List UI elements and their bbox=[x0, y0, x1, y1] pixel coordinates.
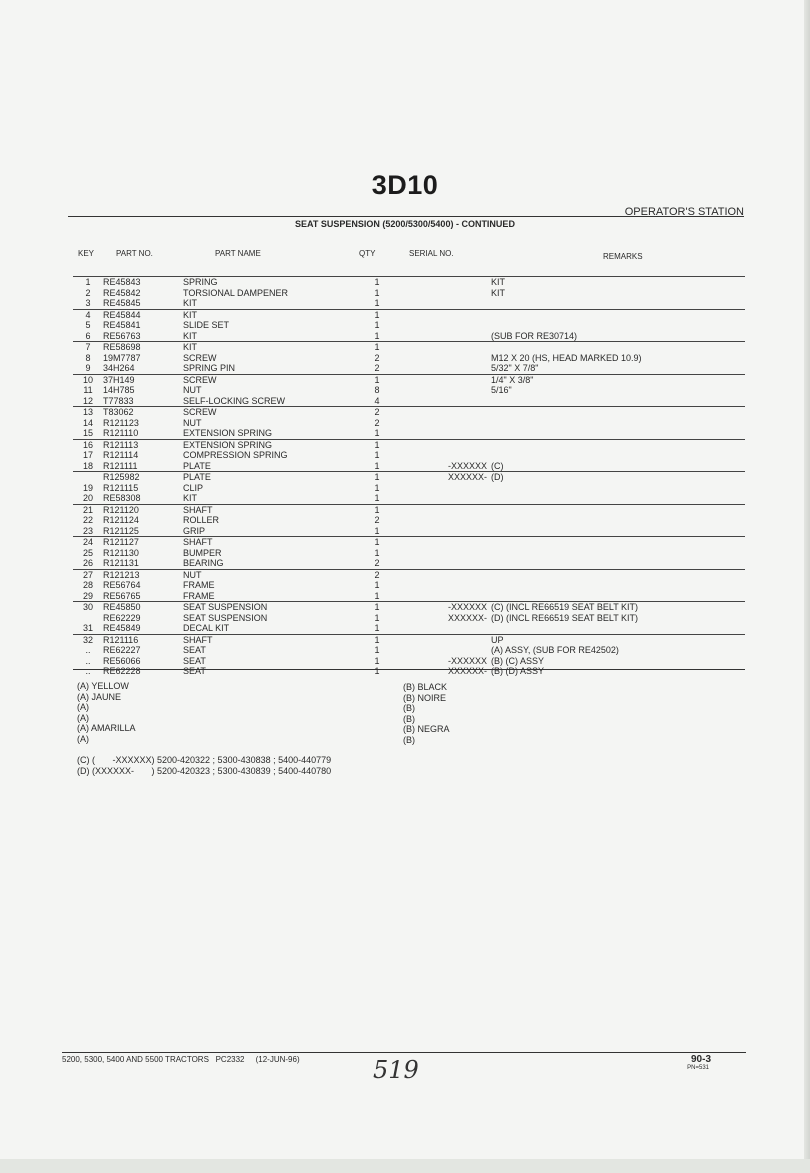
cell-remarks bbox=[491, 320, 745, 331]
cell-key: 18 bbox=[82, 460, 93, 471]
cell-key: 1 bbox=[73, 277, 103, 288]
cell-part-no: R121116 bbox=[103, 634, 183, 645]
color-note: (A) JAUNE bbox=[77, 691, 122, 702]
cell-remarks bbox=[491, 537, 745, 548]
cell-key: 11 bbox=[83, 385, 93, 395]
table-end-rule bbox=[73, 669, 745, 670]
cell-serial: XXXXXX- bbox=[447, 666, 487, 676]
table-row bbox=[73, 472, 745, 483]
cell-key: 21 bbox=[73, 504, 103, 515]
cell-remarks: UP bbox=[491, 634, 745, 645]
cell-serial bbox=[407, 353, 491, 364]
color-note: (B) bbox=[403, 713, 415, 724]
cell-name: DECAL KIT bbox=[183, 623, 230, 633]
cell-name: SEAT SUSPENSION bbox=[183, 602, 347, 613]
color-note: (A) bbox=[77, 733, 89, 744]
table-row bbox=[73, 515, 745, 526]
cell-qty: 2 bbox=[374, 363, 380, 373]
cell-key bbox=[73, 472, 103, 483]
cell-remarks: M12 X 20 (HS, HEAD MARKED 10.9) bbox=[491, 352, 642, 363]
cell-name: PLATE bbox=[183, 460, 211, 471]
table-row bbox=[73, 656, 745, 667]
cell-key: 15 bbox=[82, 428, 93, 438]
col-qty: QTY bbox=[359, 249, 376, 258]
scan-edge bbox=[804, 0, 810, 1173]
cell-serial bbox=[407, 331, 491, 342]
cell-part-no: R121127 bbox=[103, 537, 183, 548]
cell-name: SHAFT bbox=[183, 537, 347, 548]
cell-part-no: 37H149 bbox=[103, 374, 183, 385]
table-row bbox=[73, 602, 745, 613]
cell-key: 10 bbox=[73, 374, 103, 385]
cell-serial bbox=[407, 407, 491, 418]
table-row bbox=[73, 288, 745, 299]
cell-qty: 2 bbox=[374, 515, 380, 525]
section-name: OPERATOR'S STATION bbox=[624, 206, 744, 218]
cell-serial bbox=[407, 483, 491, 494]
col-part-name: PART NAME bbox=[215, 249, 261, 258]
cell-name: SEAT bbox=[183, 645, 206, 655]
cell-remarks: (B) (D) ASSY bbox=[491, 666, 545, 676]
cell-key bbox=[73, 613, 103, 624]
cell-part-no: R121130 bbox=[103, 547, 139, 558]
cell-serial bbox=[407, 428, 491, 439]
cell-key: 25 bbox=[82, 547, 93, 558]
cell-serial: XXXXXX- bbox=[407, 472, 491, 483]
cell-serial bbox=[407, 526, 491, 537]
cell-part-no: 19M7787 bbox=[103, 352, 141, 363]
cell-qty: 1 bbox=[374, 460, 380, 471]
cell-remarks bbox=[491, 548, 745, 559]
cell-remarks: (A) ASSY, (SUB FOR RE42502) bbox=[491, 645, 619, 655]
cell-key: .. bbox=[85, 666, 91, 676]
cell-remarks bbox=[491, 309, 745, 320]
cell-key: 23 bbox=[82, 525, 93, 536]
cell-qty: 1 bbox=[347, 277, 407, 288]
cell-qty: 1 bbox=[347, 342, 407, 353]
color-note: (A) bbox=[77, 712, 89, 723]
cell-key: 20 bbox=[82, 493, 93, 503]
cell-remarks bbox=[491, 526, 745, 537]
cell-part-no: RE58308 bbox=[103, 493, 141, 503]
cell-key: 28 bbox=[82, 580, 93, 590]
color-note: (B) BLACK bbox=[403, 682, 448, 692]
cell-qty: 1 bbox=[347, 439, 407, 450]
color-note: (B) NOIRE bbox=[403, 692, 447, 703]
cell-serial bbox=[407, 374, 491, 385]
cell-qty: 1 bbox=[347, 602, 407, 613]
cell-part-no: RE45845 bbox=[103, 298, 141, 308]
cell-remarks bbox=[491, 428, 745, 439]
cell-name: SELF-LOCKING SCREW bbox=[183, 395, 286, 406]
cell-name: COMPRESSION SPRING bbox=[183, 450, 288, 460]
table-row bbox=[73, 623, 745, 634]
cell-key: 17 bbox=[82, 450, 93, 460]
col-serial: SERIAL NO. bbox=[409, 249, 454, 258]
color-note: (B) bbox=[403, 703, 415, 714]
table-row bbox=[73, 342, 745, 353]
cell-name: ROLLER bbox=[183, 515, 220, 525]
color-note: (B) bbox=[403, 734, 415, 745]
cell-remarks bbox=[491, 580, 745, 591]
cell-remarks: 5/16" bbox=[491, 385, 512, 395]
table-row bbox=[73, 537, 745, 548]
header-rule bbox=[68, 216, 744, 217]
cell-qty: 2 bbox=[347, 407, 407, 418]
cell-remarks bbox=[491, 591, 745, 602]
table-row bbox=[73, 634, 745, 645]
cell-remarks: KIT bbox=[491, 277, 745, 288]
cell-name: BUMPER bbox=[183, 547, 222, 558]
cell-remarks bbox=[491, 558, 745, 569]
cell-serial bbox=[407, 288, 491, 299]
table-row bbox=[73, 418, 745, 429]
cell-qty: 1 bbox=[347, 374, 407, 385]
table-row bbox=[73, 483, 745, 494]
color-note: (A) AMARILLA bbox=[77, 723, 136, 734]
cell-remarks bbox=[491, 504, 745, 515]
cell-serial bbox=[407, 342, 491, 353]
color-note: (B) NEGRA bbox=[403, 724, 450, 735]
cell-remarks: 5/32" X 7/8" bbox=[491, 363, 539, 373]
cell-remarks: (C) (INCL RE66519 SEAT BELT KIT) bbox=[491, 602, 745, 613]
cell-serial bbox=[407, 569, 491, 580]
cell-qty: 1 bbox=[374, 287, 380, 298]
cell-name: EXTENSION SPRING bbox=[183, 428, 273, 438]
cell-key: .. bbox=[85, 655, 91, 666]
cell-part-no: R121131 bbox=[103, 558, 139, 568]
cell-serial bbox=[407, 591, 491, 602]
cell-key: 32 bbox=[73, 634, 103, 645]
cell-qty: 1 bbox=[374, 320, 380, 330]
cell-qty: 1 bbox=[374, 655, 380, 666]
section-code: 3D10 bbox=[371, 170, 439, 200]
handwritten-page-number: 519 bbox=[373, 1056, 419, 1084]
cell-remarks bbox=[491, 483, 745, 494]
cell-serial bbox=[407, 277, 491, 288]
cell-key: 4 bbox=[73, 309, 103, 320]
cell-serial bbox=[407, 558, 491, 569]
cell-remarks: (B) (C) ASSY bbox=[491, 655, 545, 666]
cell-name: GRIP bbox=[183, 525, 206, 536]
cell-part-no: RE45841 bbox=[103, 320, 141, 330]
table-row bbox=[73, 353, 745, 364]
cell-serial: XXXXXX- bbox=[447, 612, 487, 623]
page-subtitle: SEAT SUSPENSION (5200/5300/5400) - CONTINUED bbox=[295, 219, 515, 229]
cell-part-no: RE56066 bbox=[103, 655, 141, 666]
cell-serial bbox=[407, 634, 491, 645]
cell-key: 3 bbox=[85, 298, 91, 308]
cell-name: CLIP bbox=[183, 482, 204, 493]
cell-key: 5 bbox=[85, 320, 91, 330]
cell-part-no: R121111 bbox=[103, 460, 138, 471]
table-row bbox=[73, 591, 745, 602]
cell-remarks bbox=[491, 439, 745, 450]
color-legend-right bbox=[403, 682, 450, 746]
footer-publication: 5200, 5300, 5400 AND 5500 TRACTORS PC2332 (12-JUN-96) bbox=[62, 1055, 300, 1064]
cell-part-no: R121115 bbox=[103, 482, 139, 493]
cell-serial bbox=[407, 623, 491, 634]
cell-qty: 2 bbox=[374, 558, 380, 568]
cell-part-no: RE45842 bbox=[103, 287, 141, 298]
table-row bbox=[73, 548, 745, 559]
cell-qty: 1 bbox=[374, 493, 380, 503]
table-row bbox=[73, 277, 745, 288]
cell-part-no: 34H264 bbox=[103, 363, 135, 373]
cell-serial bbox=[407, 385, 491, 396]
cell-name: SEAT bbox=[183, 666, 206, 676]
cell-remarks bbox=[491, 623, 745, 634]
cell-part-no: T77833 bbox=[103, 395, 134, 406]
cell-serial bbox=[407, 450, 491, 461]
cell-serial bbox=[407, 320, 491, 331]
cell-remarks: (C) bbox=[491, 460, 504, 471]
cell-name: PLATE bbox=[183, 472, 347, 483]
cell-name: NUT bbox=[183, 417, 202, 428]
cell-key: 8 bbox=[85, 352, 91, 363]
cell-key: 31 bbox=[82, 623, 93, 633]
cell-name: KIT bbox=[183, 298, 198, 308]
cell-name: SPRING bbox=[183, 277, 347, 288]
cell-part-no: RE62227 bbox=[103, 645, 141, 655]
table-row bbox=[73, 439, 745, 450]
cell-key: 24 bbox=[73, 537, 103, 548]
cell-qty: 1 bbox=[347, 472, 407, 483]
cell-name: SCREW bbox=[183, 374, 347, 385]
cell-key: 9 bbox=[85, 363, 91, 373]
serial-note: (D) (XXXXXX- ) 5200-420323 ; 5300-430839 ; 5400-440780 bbox=[77, 765, 332, 776]
table-row bbox=[73, 298, 745, 309]
cell-qty: 4 bbox=[374, 395, 380, 406]
cell-serial: -XXXXXX bbox=[407, 602, 491, 613]
cell-remarks: 1/4" X 3/8" bbox=[491, 374, 745, 385]
table-row bbox=[73, 526, 745, 537]
cell-remarks bbox=[491, 407, 745, 418]
cell-name: FRAME bbox=[183, 580, 215, 590]
cell-qty: 1 bbox=[374, 482, 380, 493]
cell-part-no: RE45843 bbox=[103, 277, 183, 288]
cell-serial bbox=[407, 548, 491, 559]
cell-serial bbox=[407, 504, 491, 515]
table-row bbox=[73, 450, 745, 461]
cell-qty: 1 bbox=[374, 330, 380, 341]
cell-part-no: RE56764 bbox=[103, 580, 141, 590]
cell-key: 19 bbox=[82, 482, 93, 493]
cell-qty: 1 bbox=[374, 590, 380, 601]
table-row bbox=[73, 363, 745, 374]
cell-qty: 1 bbox=[374, 645, 380, 655]
table-row bbox=[73, 320, 745, 331]
cell-remarks: (D) bbox=[491, 472, 745, 483]
table-row bbox=[73, 331, 745, 342]
cell-remarks bbox=[491, 450, 745, 461]
cell-key: 27 bbox=[73, 569, 103, 580]
cell-qty: 1 bbox=[347, 634, 407, 645]
table-row bbox=[73, 407, 745, 418]
cell-part-no: R125982 bbox=[103, 472, 183, 483]
cell-serial bbox=[407, 645, 491, 656]
cell-part-no: RE58698 bbox=[103, 342, 183, 353]
serial-number-notes bbox=[77, 755, 331, 776]
cell-part-no: RE45844 bbox=[103, 309, 183, 320]
table-row bbox=[73, 569, 745, 580]
cell-serial bbox=[407, 298, 491, 309]
cell-qty: 1 bbox=[347, 537, 407, 548]
cell-name: NUT bbox=[183, 569, 347, 580]
cell-key: 7 bbox=[73, 342, 103, 353]
cell-qty: 2 bbox=[374, 417, 380, 428]
cell-name: KIT bbox=[183, 342, 347, 353]
cell-name: KIT bbox=[183, 330, 198, 341]
footer-rule bbox=[62, 1052, 746, 1053]
color-legend-left bbox=[77, 681, 136, 745]
cell-serial: -XXXXXX bbox=[447, 460, 487, 471]
table-row bbox=[73, 493, 745, 504]
table-row bbox=[73, 666, 745, 677]
table-row bbox=[73, 385, 745, 396]
table-row bbox=[73, 396, 745, 407]
cell-part-no: R121114 bbox=[103, 450, 139, 460]
serial-note: (C) ( -XXXXXX) 5200-420322 ; 5300-430838 ; 5400-440779 bbox=[77, 755, 332, 765]
cell-part-no: R121113 bbox=[103, 439, 183, 450]
cell-name: EXTENSION SPRING bbox=[183, 439, 347, 450]
cell-serial bbox=[407, 363, 491, 374]
cell-key: 30 bbox=[73, 602, 103, 613]
cell-key: 14 bbox=[82, 417, 93, 428]
cell-qty: 1 bbox=[374, 666, 380, 676]
cell-part-no: T83062 bbox=[103, 407, 183, 418]
table-row bbox=[73, 374, 745, 385]
scan-bottom-edge bbox=[0, 1159, 810, 1173]
cell-name: SCREW bbox=[183, 407, 347, 418]
cell-remarks bbox=[491, 515, 745, 526]
col-key: KEY bbox=[78, 249, 95, 258]
cell-key: 16 bbox=[73, 439, 103, 450]
cell-part-no: RE62228 bbox=[103, 666, 141, 676]
cell-part-no: R121123 bbox=[103, 417, 139, 428]
cell-remarks: KIT bbox=[491, 287, 506, 298]
cell-part-no: R121125 bbox=[103, 525, 139, 536]
cell-remarks bbox=[491, 342, 745, 353]
cell-qty: 1 bbox=[374, 525, 380, 536]
cell-remarks bbox=[491, 493, 745, 504]
cell-remarks: (SUB FOR RE30714) bbox=[491, 330, 578, 341]
cell-key: .. bbox=[85, 645, 91, 655]
cell-key: 2 bbox=[85, 287, 91, 298]
cell-serial: -XXXXXX bbox=[447, 655, 487, 666]
table-row bbox=[73, 613, 745, 624]
cell-qty: 1 bbox=[347, 309, 407, 320]
cell-remarks bbox=[491, 418, 745, 429]
cell-part-no: 14H785 bbox=[103, 385, 135, 395]
cell-name: TORSIONAL DAMPENER bbox=[183, 287, 289, 298]
cell-name: SHAFT bbox=[183, 504, 347, 515]
cell-qty: 1 bbox=[347, 504, 407, 515]
cell-name: SHAFT bbox=[183, 634, 347, 645]
cell-part-no: RE45849 bbox=[103, 623, 141, 633]
table-row bbox=[73, 558, 745, 569]
cell-name: SEAT bbox=[183, 655, 206, 666]
cell-key: 6 bbox=[85, 330, 91, 341]
cell-qty: 1 bbox=[374, 547, 380, 558]
cell-serial bbox=[407, 580, 491, 591]
cell-key: 26 bbox=[82, 558, 93, 568]
table-row bbox=[73, 309, 745, 320]
cell-remarks bbox=[491, 396, 745, 407]
parts-table bbox=[73, 276, 745, 677]
cell-serial bbox=[407, 515, 491, 526]
pn-number: PN=531 bbox=[687, 1065, 709, 1071]
cell-serial bbox=[407, 418, 491, 429]
cell-qty: 1 bbox=[374, 623, 380, 633]
cell-key: 13 bbox=[73, 407, 103, 418]
color-note: (A) bbox=[77, 702, 89, 713]
cell-qty: 1 bbox=[374, 450, 380, 460]
cell-name: FRAME bbox=[183, 590, 215, 601]
cell-name: SEAT SUSPENSION bbox=[183, 612, 268, 623]
cell-qty: 1 bbox=[374, 580, 380, 590]
cell-part-no: R121124 bbox=[103, 515, 139, 525]
cell-name: NUT bbox=[183, 385, 202, 395]
cell-serial bbox=[407, 309, 491, 320]
page-number: 90-3 bbox=[690, 1054, 711, 1065]
cell-part-no: R121120 bbox=[103, 504, 183, 515]
cell-qty: 2 bbox=[347, 569, 407, 580]
cell-part-no: R121110 bbox=[103, 428, 139, 438]
cell-serial bbox=[407, 439, 491, 450]
cell-key: 12 bbox=[82, 395, 93, 406]
cell-remarks bbox=[491, 298, 745, 309]
cell-name: SLIDE SET bbox=[183, 320, 230, 330]
cell-key: 22 bbox=[82, 515, 93, 525]
cell-part-no: RE56763 bbox=[103, 330, 141, 341]
table-row bbox=[73, 645, 745, 656]
cell-name: SCREW bbox=[183, 352, 217, 363]
cell-qty: 2 bbox=[374, 352, 380, 363]
cell-serial bbox=[407, 537, 491, 548]
cell-qty: 1 bbox=[374, 612, 380, 623]
cell-name: KIT bbox=[183, 309, 347, 320]
cell-name: SPRING PIN bbox=[183, 363, 236, 373]
col-part-no: PART NO. bbox=[116, 249, 153, 258]
color-note: (A) YELLOW bbox=[77, 681, 129, 691]
cell-serial bbox=[407, 396, 491, 407]
table-row bbox=[73, 461, 745, 472]
cell-part-no: R121213 bbox=[103, 569, 183, 580]
cell-part-no: RE56765 bbox=[103, 590, 141, 601]
table-row bbox=[73, 504, 745, 515]
cell-name: KIT bbox=[183, 493, 198, 503]
cell-name: BEARING bbox=[183, 558, 224, 568]
table-row bbox=[73, 580, 745, 591]
cell-serial bbox=[407, 493, 491, 504]
table-row bbox=[73, 428, 745, 439]
cell-part-no: RE62229 bbox=[103, 612, 141, 623]
cell-qty: 1 bbox=[374, 428, 380, 438]
cell-remarks bbox=[491, 569, 745, 580]
cell-key: 29 bbox=[82, 590, 93, 601]
cell-qty: 1 bbox=[374, 298, 380, 308]
cell-qty: 8 bbox=[374, 385, 380, 395]
col-remarks: REMARKS bbox=[603, 252, 643, 261]
cell-part-no: RE45850 bbox=[103, 602, 183, 613]
cell-remarks: (D) (INCL RE66519 SEAT BELT KIT) bbox=[491, 612, 639, 623]
